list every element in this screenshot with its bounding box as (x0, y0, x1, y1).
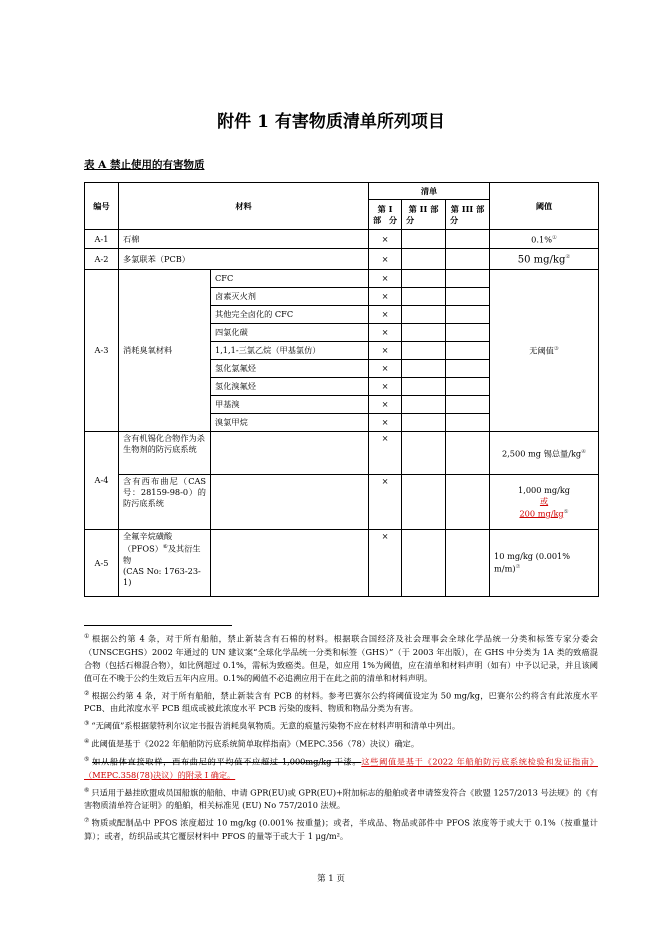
table-row (85, 432, 599, 475)
ods-substance: 溴氯甲烷 (211, 414, 369, 432)
footnote-mark: ⑥ (84, 786, 90, 794)
table-row (85, 475, 599, 530)
header-part-3: 第 III 部分 (446, 200, 490, 230)
ods-substance: 卤素灭火剂 (211, 288, 369, 306)
threshold-value: 0.1% (531, 234, 552, 245)
part1-mark: × (369, 360, 402, 378)
table-row (85, 530, 599, 597)
ods-substance: 氢化溴氟烃 (211, 378, 369, 396)
threshold-or: 或 (539, 495, 549, 506)
part1-mark: × (369, 432, 402, 475)
row-code: A-2 (85, 249, 119, 270)
footnote-mark: ② (84, 689, 90, 697)
part3-cell (446, 360, 490, 378)
part1-mark: × (369, 324, 402, 342)
footnote-5 (84, 753, 598, 782)
row-material: 含有西布曲尼（CAS 号：28159-98-0）的防污底系统 (119, 475, 211, 530)
footnote-ref: ⑤ (563, 508, 569, 515)
row-threshold (490, 432, 599, 475)
footnote-text: 只适用于悬挂欧盟成员国船旗的船舶、申请 GPR(EU)或 GPR(EU)+附加标志的船舶或者申请签发符合《欧盟 1257/2013 号法规》的《有害物质清单符合证明》的船舶，相关标准见 (EU) No 757/2010 法规。 (84, 787, 598, 811)
ods-substance: 1,1,1-三氯乙烷（甲基氯仿） (211, 342, 369, 360)
part3-cell (446, 432, 490, 475)
part1-mark: × (369, 342, 402, 360)
header-list: 清单 (369, 183, 490, 200)
part3-cell (446, 306, 490, 324)
footnote-text: 此阈值是基于《2022 年船舶防污底系统简单取样指南》（MEPC.356（78）决议）确定。 (91, 738, 420, 749)
part1-mark: × (369, 306, 402, 324)
part3-cell (446, 396, 490, 414)
part2-cell (402, 342, 446, 360)
row-threshold (490, 249, 599, 270)
part1-mark: × (369, 378, 402, 396)
footnote-1 (84, 630, 598, 685)
threshold-value: 无阈值 (529, 345, 554, 356)
table-row (85, 249, 599, 270)
row-blank-cell (211, 432, 369, 475)
header-material: 材料 (119, 183, 369, 230)
part1-mark: × (369, 530, 402, 597)
ods-substance: CFC (211, 270, 369, 288)
header-part-1: 第 I 部分 (369, 200, 402, 230)
part3-cell (446, 414, 490, 432)
threshold-value: 50 mg/kg (517, 254, 566, 266)
table-row (85, 270, 599, 288)
part2-cell (402, 396, 446, 414)
part3-cell (446, 324, 490, 342)
footnote-text: 物质或配制品中 PFOS 浓度超过 10 mg/kg (0.001% 按重量)；或者，半成品、物品或部件中 PFOS 浓度等于或大于 0.1%（按重量计算）；或者，纺织品或其它覆层材料中 PFOS 的量等于或大于 1 μg/m²。 (84, 818, 598, 842)
row-code: A-1 (85, 230, 119, 249)
part3-cell (446, 475, 490, 530)
row-threshold (490, 270, 599, 432)
threshold-value: 2,500 mg 锡总量/kg (501, 448, 582, 459)
footnote-mark: ⑦ (84, 817, 90, 825)
footnote-mark: ① (84, 633, 91, 640)
row-code: A-5 (85, 530, 119, 597)
header-threshold: 阈值 (490, 183, 599, 230)
part2-cell (402, 475, 446, 530)
ods-substance: 其他完全卤化的 CFC (211, 306, 369, 324)
footnote-2 (84, 687, 598, 716)
footnote-ref: ① (551, 234, 557, 241)
threshold-value: 10 mg/kg (0.001% m/m) (494, 551, 571, 574)
ods-substance: 氢化氯氟烃 (211, 360, 369, 378)
page-number: 第 1 页 (317, 874, 345, 884)
footnote-text: “无阈值”系根据蒙特利尔议定书报告消耗臭氧物质。无意的痕量污染物不应在材料声明和清单中列出。 (91, 721, 461, 732)
material-name: 全氟辛烷磺酸（PFOS） (123, 531, 173, 554)
ods-substance: 四氯化碳 (211, 324, 369, 342)
footnote-ref: ⑥ (162, 544, 168, 550)
footnotes (84, 630, 598, 845)
part2-cell (402, 249, 446, 270)
part3-cell (446, 288, 490, 306)
part2-cell (402, 288, 446, 306)
part1-mark: × (369, 288, 402, 306)
part2-cell (402, 530, 446, 597)
part3-cell (446, 249, 490, 270)
part1-mark: × (369, 475, 402, 530)
footnote-text: 根据公约第 4 条，对于所有船舶，禁止新装含有 PCB 的材料。参考巴赛尔公约将阈值设定为 50 mg/kg，巴赛尔公约将含有此浓度水平 PCB、由此浓度水平 PCB 组成或被此浓度水平 PCB 污染的废料、物质和物品分类为有害。 (84, 690, 598, 714)
part2-cell (402, 360, 446, 378)
row-code: A-4 (85, 432, 119, 530)
part1-mark: × (369, 414, 402, 432)
footnote-3 (84, 717, 598, 733)
footnote-mark: ④ (84, 738, 90, 746)
footnote-struck-text: 如从船体直接取样，西布曲尼的平均值不应超过 1,000mg/kg 干漆。 (92, 756, 362, 767)
table-row (85, 230, 599, 249)
part3-cell (446, 530, 490, 597)
part3-cell (446, 342, 490, 360)
table-caption: 表 A 禁止使用的有害物质 (84, 159, 205, 171)
part2-cell (402, 414, 446, 432)
part1-mark: × (369, 249, 402, 270)
footnote-7 (84, 814, 598, 843)
threshold-revised (494, 507, 594, 520)
material-name-suffix: 及其衍生物 (123, 543, 201, 565)
part2-cell (402, 306, 446, 324)
part1-mark: × (369, 396, 402, 414)
part1-mark: × (369, 270, 402, 288)
header-part-2: 第 II 部分 (402, 200, 446, 230)
part2-cell (402, 230, 446, 249)
footnote-mark: ③ (84, 720, 90, 728)
footnote-revised-text: 这些阈值是基于《2022 年船舶防污底系统检验和发证指南》（MEPC.358(78)决议）的附录 I 确定。 (84, 756, 598, 780)
ods-substance: 甲基溴 (211, 396, 369, 414)
header-code: 编号 (85, 183, 119, 230)
part1-mark: × (369, 230, 402, 249)
page-title: 附件 1 有害物质清单所列项目 (217, 112, 445, 132)
row-material: 多氯联苯（PCB） (119, 249, 369, 270)
footnote-divider (84, 625, 232, 626)
footnote-ref: ④ (581, 448, 587, 455)
row-material: 石棉 (119, 230, 369, 249)
footnote-mark: ⑤ (84, 755, 91, 763)
part2-cell (402, 324, 446, 342)
footnote-6 (84, 784, 598, 813)
part3-cell (446, 378, 490, 396)
table-header-row (85, 183, 599, 200)
threshold-value: 1,000 mg/kg (518, 484, 571, 495)
footnote-4 (84, 735, 598, 751)
part2-cell (402, 378, 446, 396)
footnote-ref: ③ (553, 346, 559, 353)
footnote-text: 根据公约第 4 条，对于所有船舶，禁止新装含有石棉的材料。根据联合国经济及社会理事会全球化学品统一分类和标签专家分委会（UNSCEGHS）2002 年通过的 UN 建议案“全球化学品统一分类和标签（GHS）”（于 2003 年出版），在 GHS 中分类为 1A 类的致癌混合物（包括石棉混合物），如比例超过 0.1%，需标为致癌类。但是，如应用 1%为阈值，应在清单和材料声明（如有）中予以记录，并且该阈值可在不晚于公约生效后五年内应用。0.1%的阈值不必追溯应用于在此之前的清单和材料声明。 (84, 633, 598, 683)
row-material: 含有机锡化合物作为杀生物剂的防污底系统 (119, 432, 211, 475)
footnote-ref: ② (565, 254, 571, 261)
row-threshold (490, 475, 599, 530)
row-threshold (490, 530, 599, 597)
footnote-ref: ⑦ (515, 564, 521, 571)
row-threshold (490, 230, 599, 249)
part2-cell (402, 432, 446, 475)
row-blank-cell (211, 475, 369, 530)
row-material (119, 530, 211, 597)
material-cas: (CAS No: 1763-23-1) (123, 565, 201, 587)
row-material: 消耗臭氧材料 (119, 270, 211, 432)
part3-cell (446, 270, 490, 288)
row-code: A-3 (85, 270, 119, 432)
part3-cell (446, 230, 490, 249)
part2-cell (402, 270, 446, 288)
threshold-value-revised: 200 mg/kg (519, 508, 564, 519)
row-blank-cell (211, 530, 369, 597)
hazardous-materials-table (84, 182, 599, 597)
